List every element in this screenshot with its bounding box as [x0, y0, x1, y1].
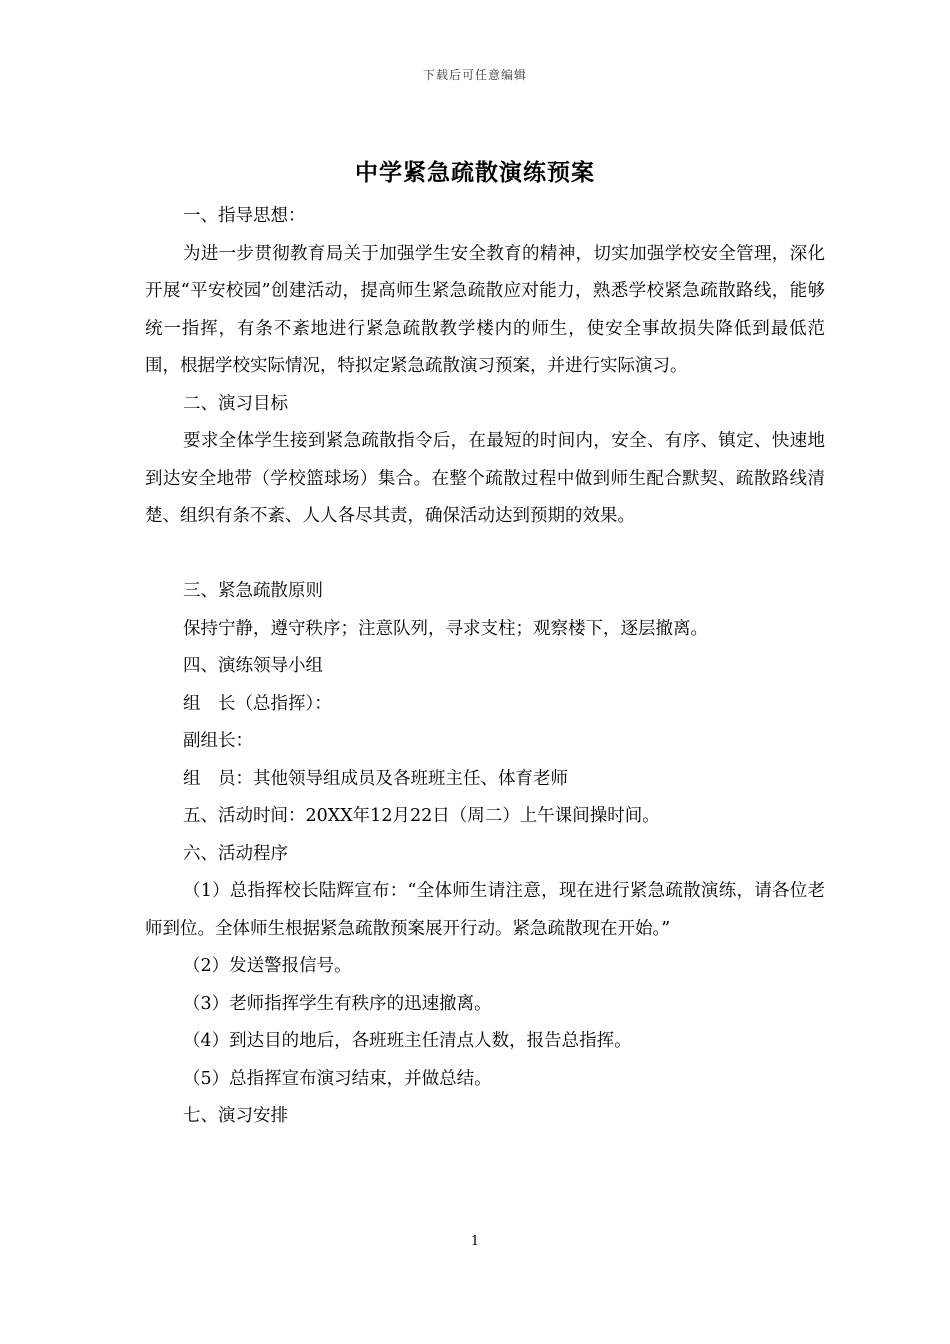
- procedure-step: （2）发送警报信号。: [183, 956, 352, 976]
- procedure-step: （1）总指挥校长陆辉宣布：“全体师生请注意，现在进行紧急疏散演练，请各位老师到位。全体师生根据紧急疏散预案展开行动。紧急疏散现在开始。”: [145, 881, 825, 939]
- procedure-step: （3）老师指挥学生有秩序的迅速撤离。: [183, 993, 492, 1014]
- section-heading-4: 四、演练领导小组: [183, 656, 323, 676]
- section-paragraph-2: 要求全体学生接到紧急疏散指令后，在最短的时间内，安全、有序、镇定、快速地到达安全地带（学校篮球场）集合。在整个疏散过程中做到师生配合默契、疏散路线清楚、组织有条不紊、人人各尽其责，确保活动达到预期的效果。: [145, 431, 825, 526]
- document-title: 中学紧急疏散演练预案: [355, 159, 595, 186]
- activity-time-line: 五、活动时间：20XX年12月22日（周二）上午课间操时间。: [183, 806, 660, 826]
- procedure-step: （4）到达目的地后，各班班主任清点人数，报告总指挥。: [183, 1031, 632, 1051]
- deputy-line: 副组长：: [183, 731, 253, 751]
- page-number: 1: [470, 1234, 480, 1249]
- document-body: [145, 198, 825, 1136]
- procedure-step: （5）总指挥宣布演习结束，并做总结。: [183, 1068, 492, 1089]
- blank-line: [145, 536, 825, 574]
- section-heading-1: 一、指导思想：: [183, 206, 306, 226]
- section-heading-7: 七、演习安排: [183, 1106, 288, 1126]
- section-heading-3: 三、紧急疏散原则: [183, 581, 323, 601]
- members-line: 组 员：其他领导组成员及各班班主任、体育老师: [183, 768, 568, 789]
- section-paragraph-1: 为进一步贯彻教育局关于加强学生安全教育的精神，切实加强学校安全管理，深化开展“平安校园”创建活动，提高师生紧急疏散应对能力，熟悉学校紧急疏散路线，能够统一指挥，有条不紊地进行紧急疏散教学楼内的师生，使安全事故损失降低到最低范围，根据学校实际情况，特拟定紧急疏散演习预案，并进行实际演习。: [145, 243, 825, 376]
- leader-line: 组 长（总指挥）：: [183, 693, 332, 714]
- section-heading-6: 六、活动程序: [183, 843, 288, 864]
- section-heading-2: 二、演习目标: [183, 393, 288, 414]
- section-paragraph-3: 保持宁静，遵守秩序；注意队列，寻求支柱；观察楼下，逐层撤离。: [183, 618, 708, 639]
- header-note: 下载后可任意编辑: [422, 68, 527, 82]
